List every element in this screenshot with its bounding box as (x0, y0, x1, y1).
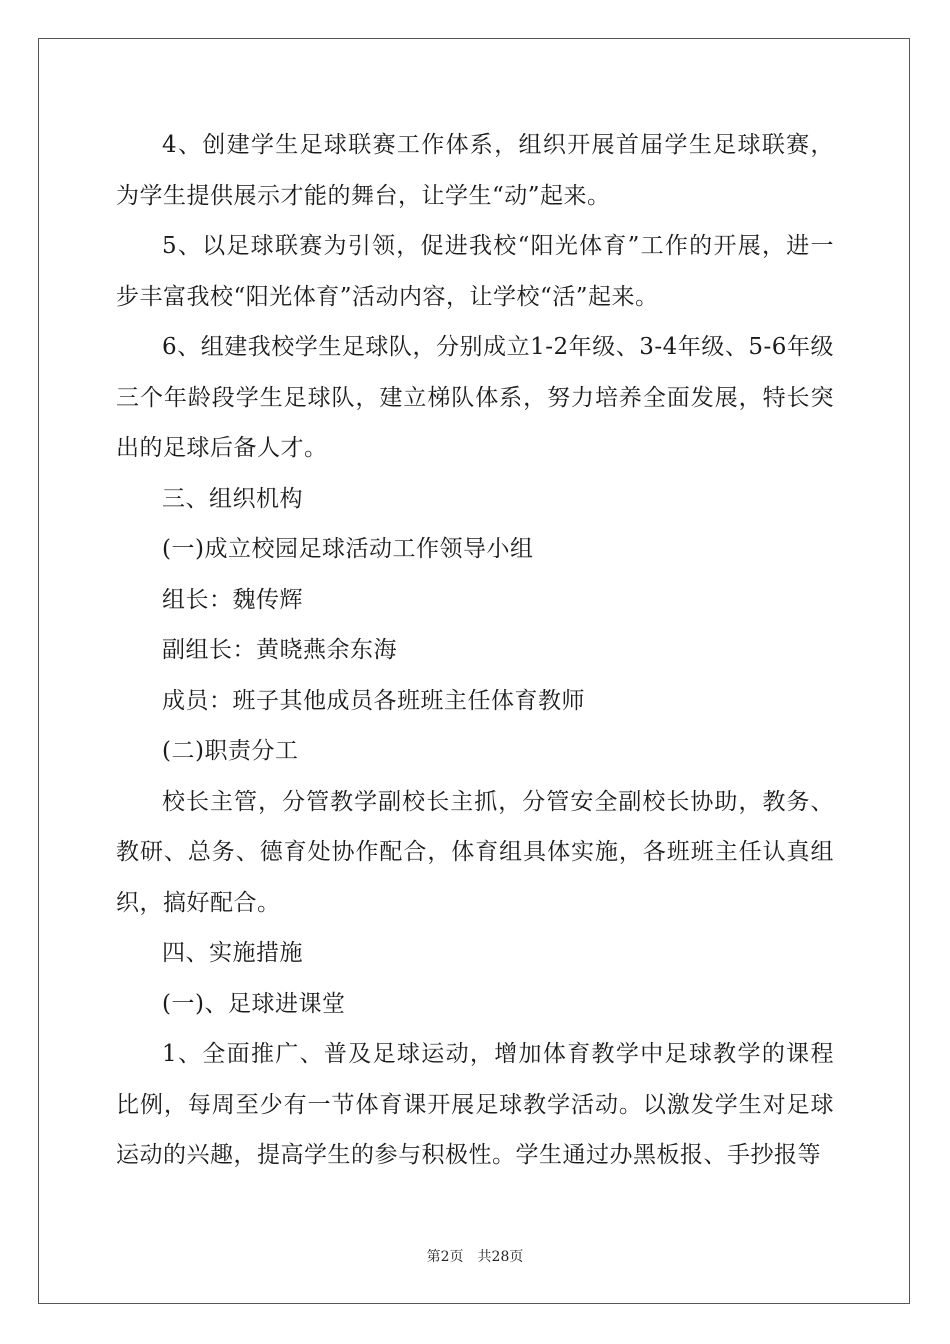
paragraph-goal-6: 6、组建我校学生足球队，分别成立1-2年级、3-4年级、5-6年级三个年龄段学生足球队，建立梯队体系，努力培养全面发展，特长突出的足球后备人才。 (116, 334, 834, 461)
paragraph-responsibilities: 校长主管，分管教学副校长主抓，分管安全副校长协助，教务、教研、总务、德育处协作配合，体育组具体实施，各班班主任认真组织，搞好配合。 (116, 788, 834, 916)
paragraph-group-leader: 组长：魏传辉 (162, 586, 303, 613)
document-body (116, 120, 834, 1181)
subheading-responsibilities: (二)职责分工 (162, 738, 299, 764)
paragraph-deputy-leader: 副组长：黄晓燕余东海 (162, 637, 397, 663)
paragraph-goal-4: 4、创建学生足球联赛工作体系，组织开展首届学生足球联赛，为学生提供展示才能的舞台，让学生“动”起来。 (116, 132, 834, 209)
paragraph-goal-5: 5、以足球联赛为引领，促进我校“阳光体育”工作的开展，进一步丰富我校“阳光体育”活动内容，让学校“活”起来。 (116, 233, 834, 310)
paragraph-measure-1: 1、全面推广、普及足球运动，增加体育教学中足球教学的课程比例，每周至少有一节体育课开展足球教学活动。以激发学生对足球运动的兴趣，提高学生的参与积极性。学生通过办黑板报、手抄报等 (116, 1041, 834, 1168)
paragraph-members: 成员：班子其他成员各班班主任体育教师 (162, 687, 585, 714)
current-page-label: 第2页 (426, 1249, 464, 1265)
subheading-football-classroom: (一)、足球进课堂 (162, 990, 346, 1017)
section-heading-organization: 三、组织机构 (162, 485, 303, 512)
section-heading-measures: 四、实施措施 (162, 940, 303, 966)
subheading-leadership-group: (一)成立校园足球活动工作领导小组 (162, 536, 534, 562)
page-footer (0, 1246, 950, 1266)
total-pages-label: 共28页 (477, 1249, 524, 1265)
